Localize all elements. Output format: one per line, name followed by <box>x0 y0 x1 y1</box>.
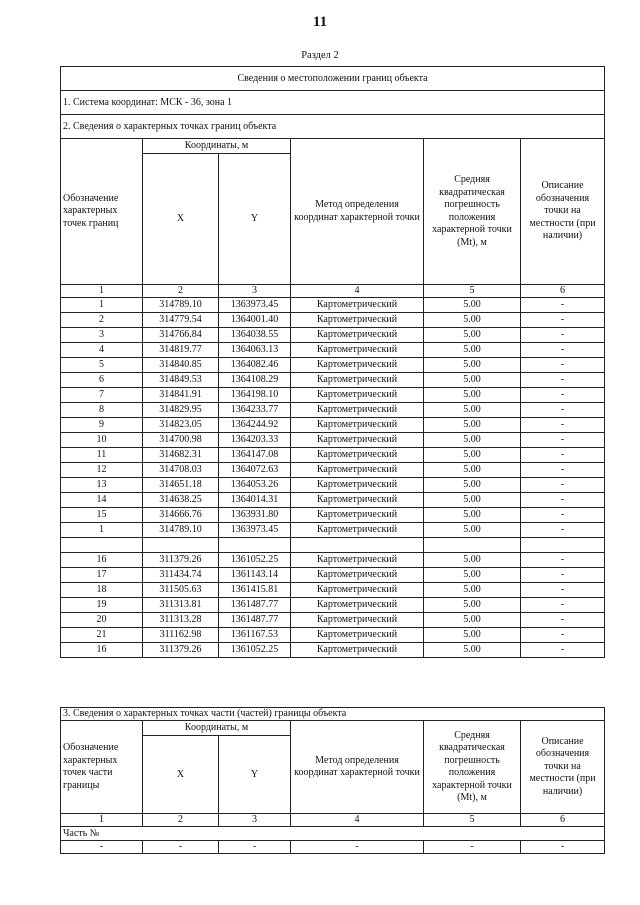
table-cell: 314841.91 <box>143 388 219 403</box>
col-num: 4 <box>291 285 424 298</box>
table-row <box>61 463 605 478</box>
boundary-table <box>60 66 605 658</box>
part-table <box>60 707 605 854</box>
table-cell: Картометрический <box>291 448 424 463</box>
header-designation-part: Обозначение характерных точек части границы <box>61 721 143 814</box>
table-cell: Картометрический <box>291 643 424 658</box>
header-y: Y <box>219 736 291 814</box>
table-cell: 314829.95 <box>143 403 219 418</box>
table-row <box>61 613 605 628</box>
table-cell: 12 <box>61 463 143 478</box>
table-row <box>61 328 605 343</box>
table-cell: Картометрический <box>291 388 424 403</box>
table-cell: 1364063.13 <box>219 343 291 358</box>
table-cell: 311434.74 <box>143 568 219 583</box>
table-cell: 5.00 <box>424 493 521 508</box>
table-cell: 314766.84 <box>143 328 219 343</box>
table-cell: 1 <box>61 523 143 538</box>
table-row <box>61 448 605 463</box>
table-cell: 1361487.77 <box>219 598 291 613</box>
col-num: 5 <box>424 814 521 827</box>
table-cell: 5.00 <box>424 523 521 538</box>
table-cell: 5.00 <box>424 463 521 478</box>
header-x: X <box>143 736 219 814</box>
table-cell: 1361487.77 <box>219 613 291 628</box>
table-cell: - <box>521 523 605 538</box>
col-num: 5 <box>424 285 521 298</box>
table-cell: - <box>521 613 605 628</box>
table-cell: Картометрический <box>291 403 424 418</box>
header-method: Метод определения координат характерной точки <box>291 139 424 285</box>
table-cell: 314819.77 <box>143 343 219 358</box>
table-cell: Картометрический <box>291 358 424 373</box>
table-cell: 1361167.53 <box>219 628 291 643</box>
table-cell: 1361052.25 <box>219 643 291 658</box>
table-row <box>61 523 605 538</box>
table-cell: 5.00 <box>424 553 521 568</box>
col-num: 1 <box>61 814 143 827</box>
header-x: X <box>143 154 219 285</box>
table-cell: 311379.26 <box>143 643 219 658</box>
table-cell: - <box>521 433 605 448</box>
table-cell: 5.00 <box>424 298 521 313</box>
table-cell: 1364001.40 <box>219 313 291 328</box>
table-cell: 5.00 <box>424 358 521 373</box>
table-cell: 11 <box>61 448 143 463</box>
table-cell: - <box>521 463 605 478</box>
table-cell: Картометрический <box>291 328 424 343</box>
table-cell: 311162.98 <box>143 628 219 643</box>
table-cell: - <box>521 313 605 328</box>
table-cell: - <box>521 643 605 658</box>
table-cell: 5.00 <box>424 643 521 658</box>
table-cell: 21 <box>61 628 143 643</box>
table-cell: 1361143.14 <box>219 568 291 583</box>
table-cell: 10 <box>61 433 143 448</box>
table-cell: - <box>521 598 605 613</box>
table-cell: Картометрический <box>291 598 424 613</box>
table-cell: - <box>521 418 605 433</box>
table-cell: Картометрический <box>291 553 424 568</box>
col-num: 6 <box>521 285 605 298</box>
table-cell: 5.00 <box>424 613 521 628</box>
table-cell: - <box>521 493 605 508</box>
table-cell: - <box>521 568 605 583</box>
table-cell: 15 <box>61 508 143 523</box>
table-cell: 19 <box>61 598 143 613</box>
table-row <box>61 553 605 568</box>
table-title: Сведения о местоположении границ объекта <box>61 67 605 91</box>
table-cell: 311379.26 <box>143 553 219 568</box>
table-cell: 2 <box>61 313 143 328</box>
table-cell: 4 <box>61 343 143 358</box>
table-cell: - <box>521 373 605 388</box>
table-cell: - <box>521 358 605 373</box>
header-coords: Координаты, м <box>143 139 291 154</box>
table-cell: Картометрический <box>291 478 424 493</box>
table-cell: Картометрический <box>291 493 424 508</box>
table-cell: 7 <box>61 388 143 403</box>
table-cell: 20 <box>61 613 143 628</box>
table-row <box>61 343 605 358</box>
table-cell: 311313.81 <box>143 598 219 613</box>
table-cell: - <box>521 583 605 598</box>
table-cell: 5.00 <box>424 313 521 328</box>
table-cell: 311313.28 <box>143 613 219 628</box>
table-cell: 314849.53 <box>143 373 219 388</box>
header-description: Описание обозначения точки на местности (при наличии) <box>521 721 605 814</box>
table-cell: 1363973.45 <box>219 523 291 538</box>
part-cell: - <box>291 841 424 854</box>
col-num: 4 <box>291 814 424 827</box>
table-cell: Картометрический <box>291 418 424 433</box>
table-row <box>61 403 605 418</box>
part-cell: - <box>424 841 521 854</box>
table-cell: - <box>521 478 605 493</box>
header-accuracy: Средняя квадратическая погрешность положения характерной точки (Mt), м <box>424 139 521 285</box>
header-coords: Координаты, м <box>143 721 291 736</box>
section-label: Раздел 2 <box>301 50 339 61</box>
table-cell: Картометрический <box>291 463 424 478</box>
table-cell: 1364244.92 <box>219 418 291 433</box>
header-y: Y <box>219 154 291 285</box>
header-description: Описание обозначения точки на местности (при наличии) <box>521 139 605 285</box>
table-cell: 314708.03 <box>143 463 219 478</box>
table-cell: 5.00 <box>424 508 521 523</box>
table-cell: 314651.18 <box>143 478 219 493</box>
table-cell: - <box>521 508 605 523</box>
table-cell: 1361052.25 <box>219 553 291 568</box>
table-cell: Картометрический <box>291 343 424 358</box>
header-method: Метод определения координат характерной точки <box>291 721 424 814</box>
table-cell: 16 <box>61 643 143 658</box>
table-cell: 314638.25 <box>143 493 219 508</box>
table-cell: Картометрический <box>291 628 424 643</box>
table-row <box>61 508 605 523</box>
table-cell: - <box>521 298 605 313</box>
table-row <box>61 388 605 403</box>
table-cell: 6 <box>61 373 143 388</box>
table-cell: Картометрический <box>291 613 424 628</box>
col-num: 3 <box>219 285 291 298</box>
col-num: 6 <box>521 814 605 827</box>
table-cell: 5.00 <box>424 403 521 418</box>
table-cell: - <box>521 343 605 358</box>
table-cell: 1364108.29 <box>219 373 291 388</box>
table-row <box>61 418 605 433</box>
table-cell: 5.00 <box>424 583 521 598</box>
subsection-3-title: 3. Сведения о характерных точках части (частей) границы объекта <box>61 708 605 721</box>
table-cell: 1364147.08 <box>219 448 291 463</box>
part-cell: - <box>143 841 219 854</box>
col-num: 3 <box>219 814 291 827</box>
table-cell: 314789.10 <box>143 298 219 313</box>
part-row <box>61 841 605 854</box>
page-number: 11 <box>312 14 328 30</box>
table-cell: 5.00 <box>424 373 521 388</box>
table-cell: 1364053.26 <box>219 478 291 493</box>
table-cell: - <box>521 448 605 463</box>
table-row <box>61 433 605 448</box>
table-cell: 5.00 <box>424 328 521 343</box>
part-cell: - <box>61 841 143 854</box>
table-cell: Картометрический <box>291 373 424 388</box>
table-cell: 5.00 <box>424 568 521 583</box>
table-cell: 3 <box>61 328 143 343</box>
col-num: 2 <box>143 814 219 827</box>
table-row <box>61 373 605 388</box>
table-cell: 18 <box>61 583 143 598</box>
table-row <box>61 568 605 583</box>
table-cell: Картометрический <box>291 298 424 313</box>
table-cell: Картометрический <box>291 508 424 523</box>
table-cell: 1364082.46 <box>219 358 291 373</box>
table-cell: 17 <box>61 568 143 583</box>
col-num: 1 <box>61 285 143 298</box>
table-row <box>61 598 605 613</box>
table-cell: 13 <box>61 478 143 493</box>
table-cell: Картометрический <box>291 583 424 598</box>
table-row <box>61 478 605 493</box>
subsection-2-title: 2. Сведения о характерных точках границ объекта <box>61 115 605 139</box>
table-row <box>61 583 605 598</box>
table-cell: 1364072.63 <box>219 463 291 478</box>
table-cell: 5.00 <box>424 418 521 433</box>
table-row <box>61 628 605 643</box>
table-cell: 1 <box>61 298 143 313</box>
table-cell: 5.00 <box>424 478 521 493</box>
table-cell: - <box>521 403 605 418</box>
table-cell: 314823.05 <box>143 418 219 433</box>
table-cell: 1364198.10 <box>219 388 291 403</box>
table-cell: Картометрический <box>291 568 424 583</box>
table-cell: 5 <box>61 358 143 373</box>
table-cell: 5.00 <box>424 598 521 613</box>
table-row <box>61 358 605 373</box>
table-cell: 1364014.31 <box>219 493 291 508</box>
table-cell: 16 <box>61 553 143 568</box>
table-cell: 314682.31 <box>143 448 219 463</box>
table-cell: - <box>521 628 605 643</box>
part-cell: - <box>521 841 605 854</box>
table-cell: 5.00 <box>424 388 521 403</box>
table-cell: 314840.85 <box>143 358 219 373</box>
table-cell: 14 <box>61 493 143 508</box>
table-cell: Картометрический <box>291 313 424 328</box>
table-cell: 1363973.45 <box>219 298 291 313</box>
table-cell: 9 <box>61 418 143 433</box>
table-cell: 1363931.80 <box>219 508 291 523</box>
table-row <box>61 493 605 508</box>
table-cell: 5.00 <box>424 448 521 463</box>
table-cell: 8 <box>61 403 143 418</box>
table-cell: 5.00 <box>424 343 521 358</box>
table-cell: 311505.63 <box>143 583 219 598</box>
table-cell: 314700.98 <box>143 433 219 448</box>
table-cell: 5.00 <box>424 433 521 448</box>
table-cell: - <box>521 328 605 343</box>
table-cell: 1364203.33 <box>219 433 291 448</box>
table-cell: 1364038.55 <box>219 328 291 343</box>
header-accuracy: Средняя квадратическая погрешность положения характерной точки (Mt), м <box>424 721 521 814</box>
part-label: Часть № <box>61 827 605 841</box>
table-cell: 314789.10 <box>143 523 219 538</box>
table-cell: - <box>521 553 605 568</box>
part-cell: - <box>219 841 291 854</box>
coord-system: 1. Система координат: МСК - 36, зона 1 <box>61 91 605 115</box>
col-num: 2 <box>143 285 219 298</box>
table-cell: - <box>521 388 605 403</box>
table-cell: 314666.76 <box>143 508 219 523</box>
table-row <box>61 313 605 328</box>
table-cell: 1361415.81 <box>219 583 291 598</box>
table-row <box>61 643 605 658</box>
table-cell: Картометрический <box>291 523 424 538</box>
table-row <box>61 298 605 313</box>
header-designation: Обозначение характерных точек границ <box>61 139 143 285</box>
table-cell: Картометрический <box>291 433 424 448</box>
table-cell: 314779.54 <box>143 313 219 328</box>
table-cell: 1364233.77 <box>219 403 291 418</box>
table-cell: 5.00 <box>424 628 521 643</box>
